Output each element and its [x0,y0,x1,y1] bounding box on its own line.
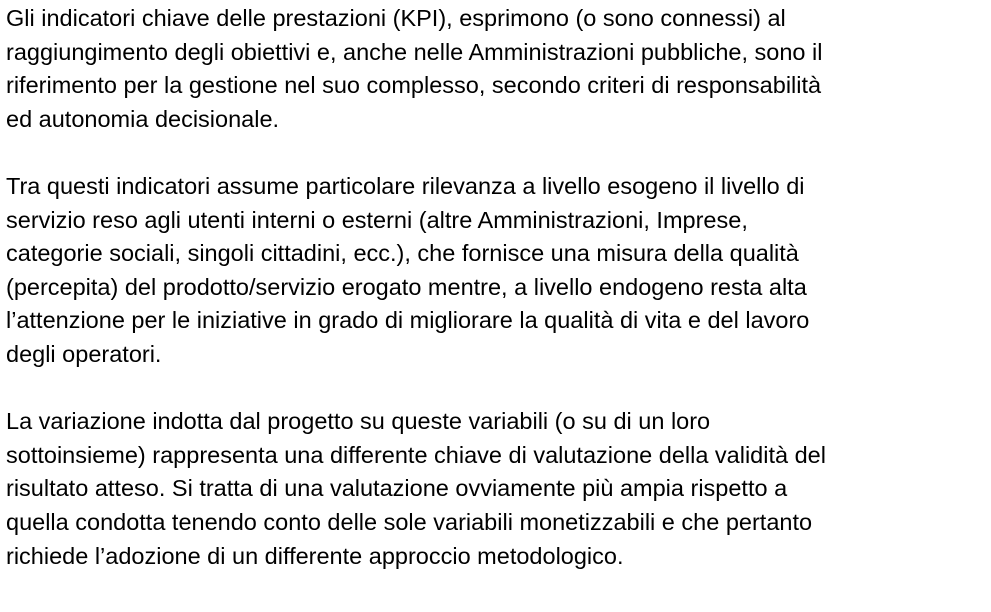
text-line: raggiungimento degli obiettivi e, anche nelle Amministrazioni pubbliche, sono il [6,38,823,65]
text-line: (percepita) del prodotto/servizio erogato mentre, a livello endogeno resta alta [6,273,807,300]
text-line: ed autonomia decisionale. [6,105,280,132]
paragraph-service-level [6,170,986,372]
text-line: sottoinsieme) rappresenta una differente chiave di valutazione della validità del [6,441,826,468]
text-line: categorie sociali, singoli cittadini, ecc.), che fornisce una misura della qualità [6,240,799,267]
text-line: risultato atteso. Si tratta di una valutazione ovviamente più ampia rispetto a [6,475,788,502]
document-body [6,0,986,573]
text-line: Gli indicatori chiave delle prestazioni (KPI), esprimono (o sono connessi) al [6,5,786,31]
text-line: richiede l’adozione di un differente approccio metodologico. [6,542,624,569]
text-line: l’attenzione per le iniziative in grado di migliorare la qualità di vita e del lavoro [6,307,810,334]
text-line: quella condotta tenendo conto delle sole variabili monetizzabili e che pertanto [6,508,813,535]
text-line: degli operatori. [6,340,162,367]
text-line: servizio reso agli utenti interni o esterni (altre Amministrazioni, Imprese, [6,206,748,233]
text-line: La variazione indotta dal progetto su queste variabili (o su di un loro [6,408,711,435]
paragraph-kpi [6,2,986,136]
text-line: Tra questi indicatori assume particolare rilevanza a livello esogeno il livello di [6,172,805,199]
paragraph-evaluation [6,405,986,573]
text-line: riferimento per la gestione nel suo complesso, secondo criteri di responsabilità [6,72,822,99]
